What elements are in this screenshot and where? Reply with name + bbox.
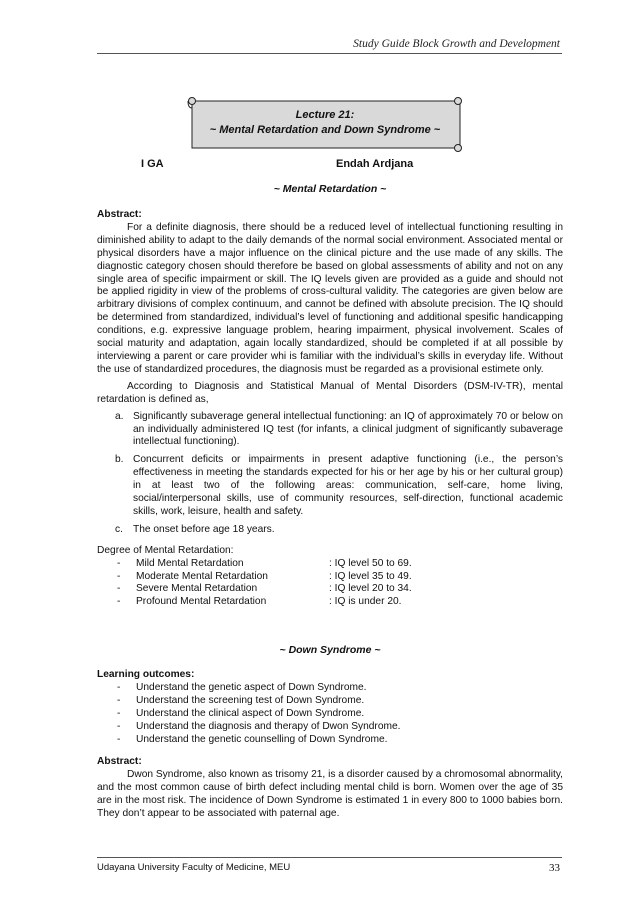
criterion-item (97, 524, 563, 537)
outcome-text: Understand the genetic counselling of Down Syndrome. (136, 733, 388, 745)
mental-retardation-section (97, 209, 563, 609)
degree-name: Mild Mental Retardation (136, 557, 244, 569)
outcome-item: - Understand the genetic counselling of Down Syndrome. (117, 733, 388, 745)
degree-name: Severe Mental Retardation (136, 583, 258, 595)
criterion-marker: b. (115, 454, 124, 466)
down-syndrome-section (97, 669, 563, 821)
abstract-text: Dwon Syndrome, also known as trisomy 21, is a disorder caused by a chromosomal abnormality, and the most common cause of birth defect including mental child is born. Women over the age of 35 are in the most risk. The incidence of Down Syndrome is estimated 1 in every 800 to 1000 babies born. They don’t appear to be associated with paternal age. (97, 769, 563, 820)
author-left: I GA (141, 158, 164, 170)
outcome-text: Understand the diagnosis and therapy of Dwon Syndrome. (136, 720, 401, 732)
page-number: 33 (549, 862, 560, 874)
abstract-label: Abstract: (97, 756, 142, 768)
dsm-criteria-list (97, 411, 563, 537)
degree-name: Moderate Mental Retardation (136, 570, 268, 582)
running-header-title: Study Guide Block Growth and Development (353, 38, 560, 50)
degree-iq: : IQ level 50 to 69. (329, 557, 412, 569)
dsm-intro: According to Diagnosis and Statistical Manual of Mental Disorders (DSM-IV-TR), mental retardation is defined as, (97, 380, 563, 405)
criterion-item (97, 411, 563, 450)
degree-item: - Severe Mental Retardation : IQ level 20 to 34. (117, 583, 412, 595)
criterion-text: The onset before age 18 years. (133, 523, 275, 535)
footer-rule (97, 857, 562, 858)
criterion-item (97, 454, 563, 519)
criterion-text: Significantly subaverage general intellectual functioning: an IQ of approximately 70 or below on an individually administered IQ test (for infants, a clinical judgment of significantly subaverage intellectual functioning). (133, 410, 563, 448)
outcome-item: - Understand the diagnosis and therapy of Dwon Syndrome. (117, 720, 401, 732)
learning-outcomes-list (97, 682, 563, 747)
lecture-title-banner (186, 97, 464, 152)
outcome-item: - Understand the clinical aspect of Down Syndrome. (117, 707, 365, 719)
criterion-text: Concurrent deficits or impairments in present adaptive functioning (i.e., the person’s effectiveness in meeting the standards expected for his or her age by his or her cultural group) in at least two of the following areas: communication, self-care, home living, social/interpersonal skills, use of community resources, self-direction, functional academic skills, work, leisure, health and safety. (133, 454, 563, 517)
degree-label: Degree of Mental Retardation: (97, 544, 234, 556)
criterion-marker: a. (115, 410, 124, 422)
section-title-mental-retardation: ~ Mental Retardation ~ (273, 183, 387, 195)
lecture-title: ~ Mental Retardation and Down Syndrome ~ (209, 124, 441, 136)
degree-name: Profound Mental Retardation (136, 596, 267, 608)
outcome-text: Understand the clinical aspect of Down Syndrome. (136, 707, 365, 719)
outcome-text: Understand the screening test of Down Syndrome. (136, 694, 365, 706)
degree-item: - Mild Mental Retardation : IQ level 50 to 69. (117, 557, 412, 569)
degree-iq: : IQ level 20 to 34. (329, 583, 412, 595)
abstract-text: For a definite diagnosis, there should be a reduced level of intellectual functioning resulting in diminished ability to adapt to the daily demands of the normal social environment. Associated mental or physical disorders have a major influence on the clinical picture and the use made of any skills. The diagnostic category chosen should therefore be based on global assessments of ability and not on any single area of specific impairment or skill. The IQ levels given are provided as a guide and should not be applied rigidity in view of the problems of cross-cultural validity. The categories are given below are arbitrary divisions of complex continuum, and cannot be defined with absolute precision. The IQ should be determined from standardized, individual’s level of functioning and additional spesific handicapping conditions, e.g. expressive language problem, hearing impairment, physical involvement. Scales of social maturity and adaptation, again locally standardized, should be completed if at all possible by interviewing a parent or care provider whi is familiar with the individual’s skills in everyday life. Without the use of standardized procedures, the diagnosis must be regarded as a provisional estimete only. (97, 221, 563, 375)
degree-list (97, 558, 563, 610)
learning-outcomes-label: Learning outcomes: (97, 669, 195, 680)
criterion-marker: c. (115, 523, 123, 535)
section-title-down-syndrome: ~ Down Syndrome ~ (279, 644, 381, 656)
abstract-label: Abstract: (97, 209, 142, 220)
outcome-item: - Understand the screening test of Down Syndrome. (117, 694, 365, 706)
degree-item: - Moderate Mental Retardation : IQ level 35 to 49. (117, 570, 412, 582)
footer-institution: Udayana University Faculty of Medicine, MEU (97, 862, 291, 873)
author-right: Endah Ardjana (336, 158, 414, 170)
degree-item: - Profound Mental Retardation : IQ is under 20. (117, 596, 402, 608)
outcome-item: - Understand the genetic aspect of Down Syndrome. (117, 681, 367, 693)
lecture-number: Lecture 21: (295, 109, 355, 121)
header-rule (97, 53, 562, 54)
degree-iq: : IQ is under 20. (329, 596, 402, 608)
degree-iq: : IQ level 35 to 49. (329, 570, 412, 582)
outcome-text: Understand the genetic aspect of Down Syndrome. (136, 681, 367, 693)
